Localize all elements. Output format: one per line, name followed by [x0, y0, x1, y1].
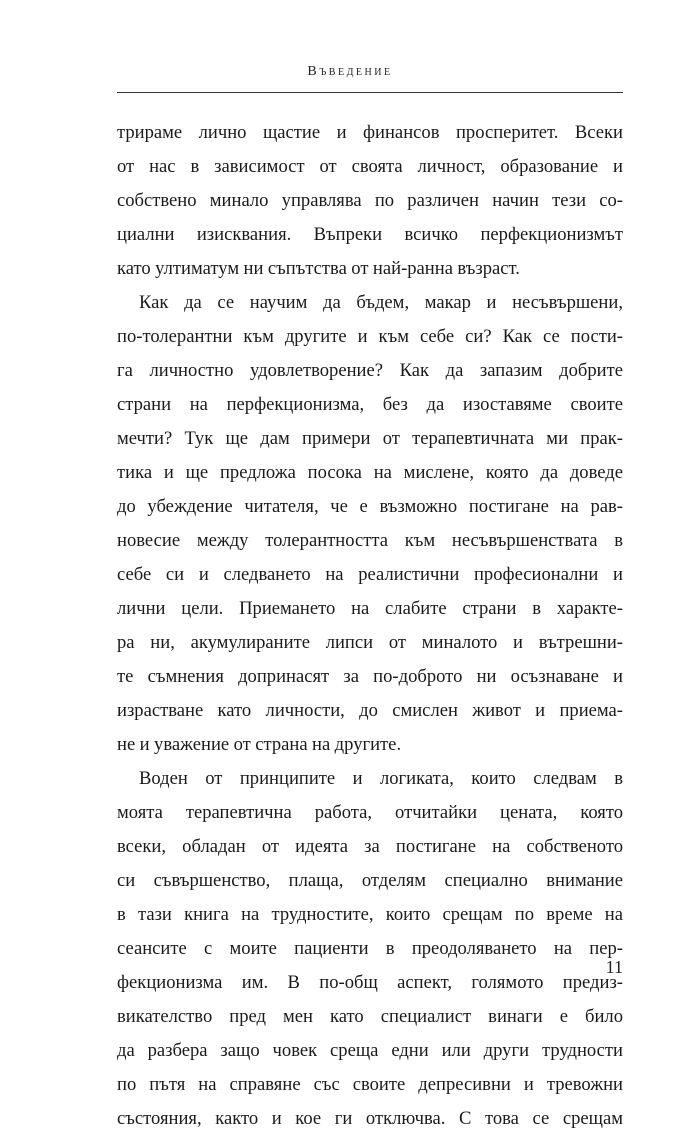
text-line: фекционизма им. В по-общ аспект, голямото предиз-	[117, 972, 623, 993]
text-line: до убеждение читателя, че е възможно постигане на рав-	[117, 496, 623, 517]
text-line: га личностно удовлетворение? Как да запазим добрите	[117, 360, 623, 381]
text-line: състояния, както и кое ги отключва. С това се срещам	[117, 1108, 623, 1129]
text-line: лични цели. Приемането на слабите страни в характе-	[117, 598, 623, 619]
header-rule	[117, 92, 623, 93]
text-line: като ултиматум ни съпътства от най-ранна възраст.	[117, 258, 520, 279]
text-line: по пътя на справяне със своите депресивни и тревожни	[117, 1074, 623, 1095]
text-line: Как да се научим да бъдем, макар и несъвършени,	[139, 292, 623, 313]
body-text	[117, 116, 623, 1136]
text-line: мечти? Тук ще дам примери от терапевтичната ми прак-	[117, 428, 623, 449]
text-line: израстване като личности, до смислен живот и приема-	[117, 700, 623, 721]
text-line: новесие между толерантността към несъвършенствата в	[117, 530, 623, 551]
running-head-title: Въведение	[307, 64, 393, 79]
text-line: тика и ще предложа посока на мислене, която да доведе	[117, 462, 623, 483]
text-line: викателство пред мен като специалист винаги е било	[117, 1006, 623, 1027]
text-line: моята терапевтична работа, отчитайки цената, която	[117, 802, 623, 823]
text-line: себе си и следването на реалистични професионални и	[117, 564, 623, 585]
text-line: циални изисквания. Въпреки всичко перфекционизмът	[117, 224, 623, 245]
text-line: собствено минало управлява по различен начин тези со-	[117, 190, 623, 211]
page-number: 11	[605, 957, 623, 977]
text-line: трираме лично щастие и финансов просперитет. Всеки	[117, 122, 623, 143]
text-line: сеансите с моите пациенти в преодоляването на пер-	[117, 938, 623, 959]
text-line: всеки, обладан от идеята за постигане на собственото	[117, 836, 623, 857]
text-line: Воден от принципите и логиката, които следвам в	[139, 768, 623, 789]
text-line: не и уважение от страна на другите.	[117, 734, 402, 755]
text-line: в тази книга на трудностите, които срещам по време на	[117, 904, 623, 925]
text-line: по-толерантни към другите и към себе си? Как се пости-	[117, 326, 623, 347]
text-line: си съвършенство, плаща, отделям специално внимание	[117, 870, 623, 891]
text-line: да разбера защо човек среща едни или други трудности	[117, 1040, 623, 1061]
text-line: ра ни, акумулираните липси от миналото и вътрешни-	[117, 632, 623, 653]
text-line: от нас в зависимост от своята личност, образование и	[117, 156, 623, 177]
text-line: страни на перфекционизма, без да изоставяме своите	[117, 394, 623, 415]
text-line: те съмнения допринасят за по-доброто ни осъзнаване и	[117, 666, 623, 687]
